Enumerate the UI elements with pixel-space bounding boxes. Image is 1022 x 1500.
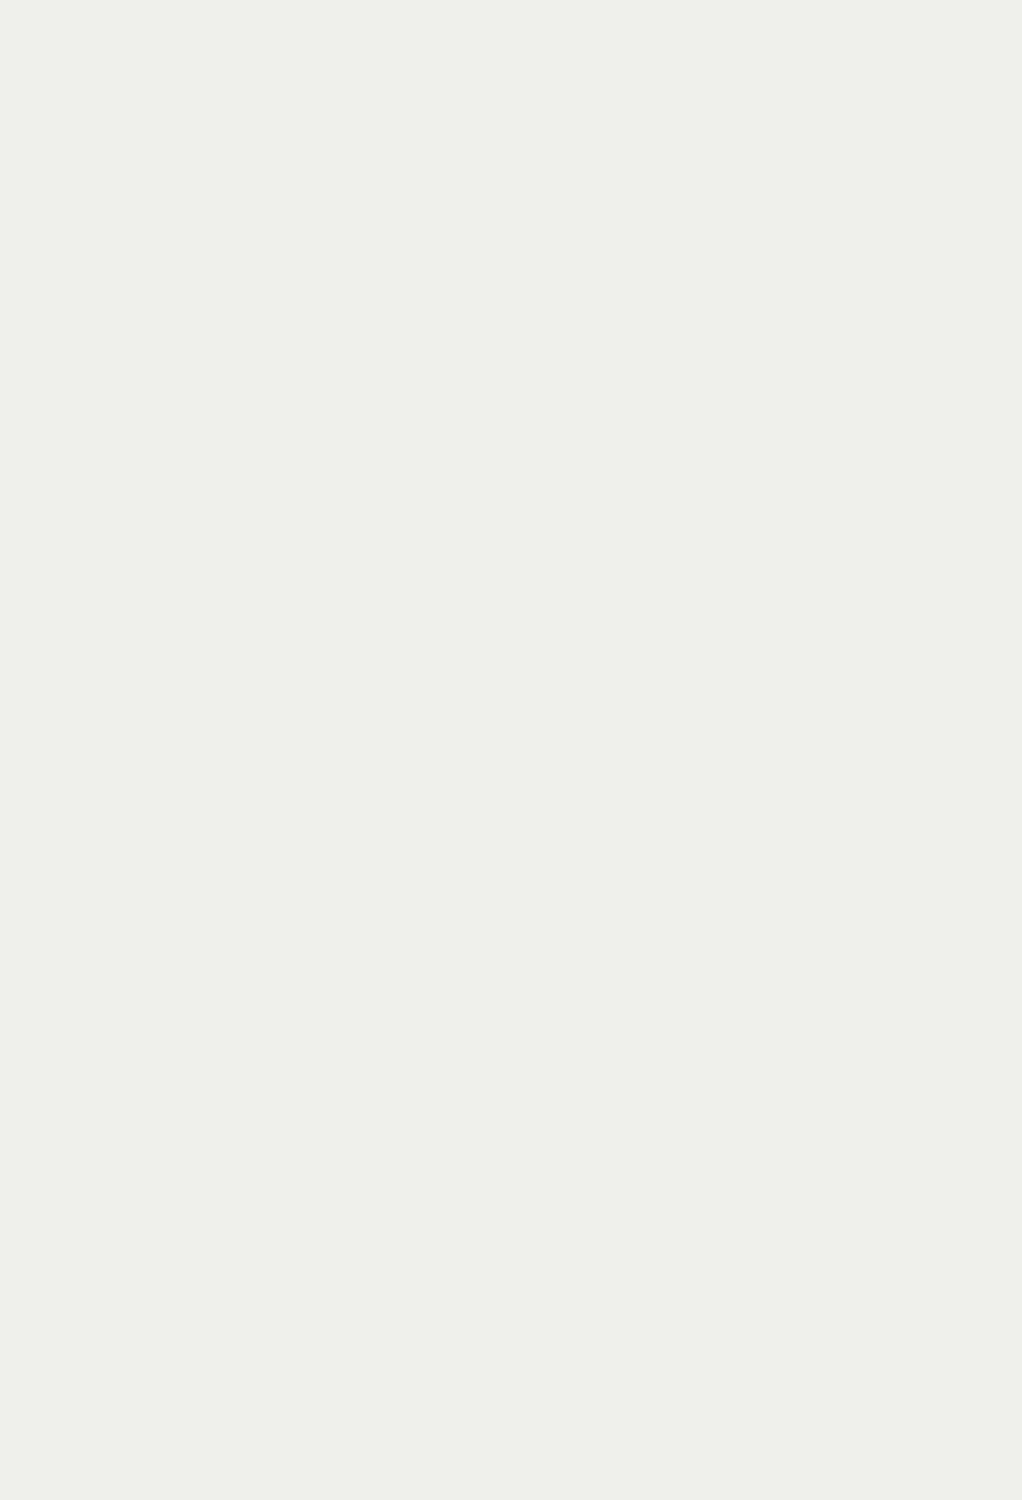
text-line bbox=[118, 1335, 892, 1362]
paragraph-birds bbox=[118, 1335, 892, 1362]
